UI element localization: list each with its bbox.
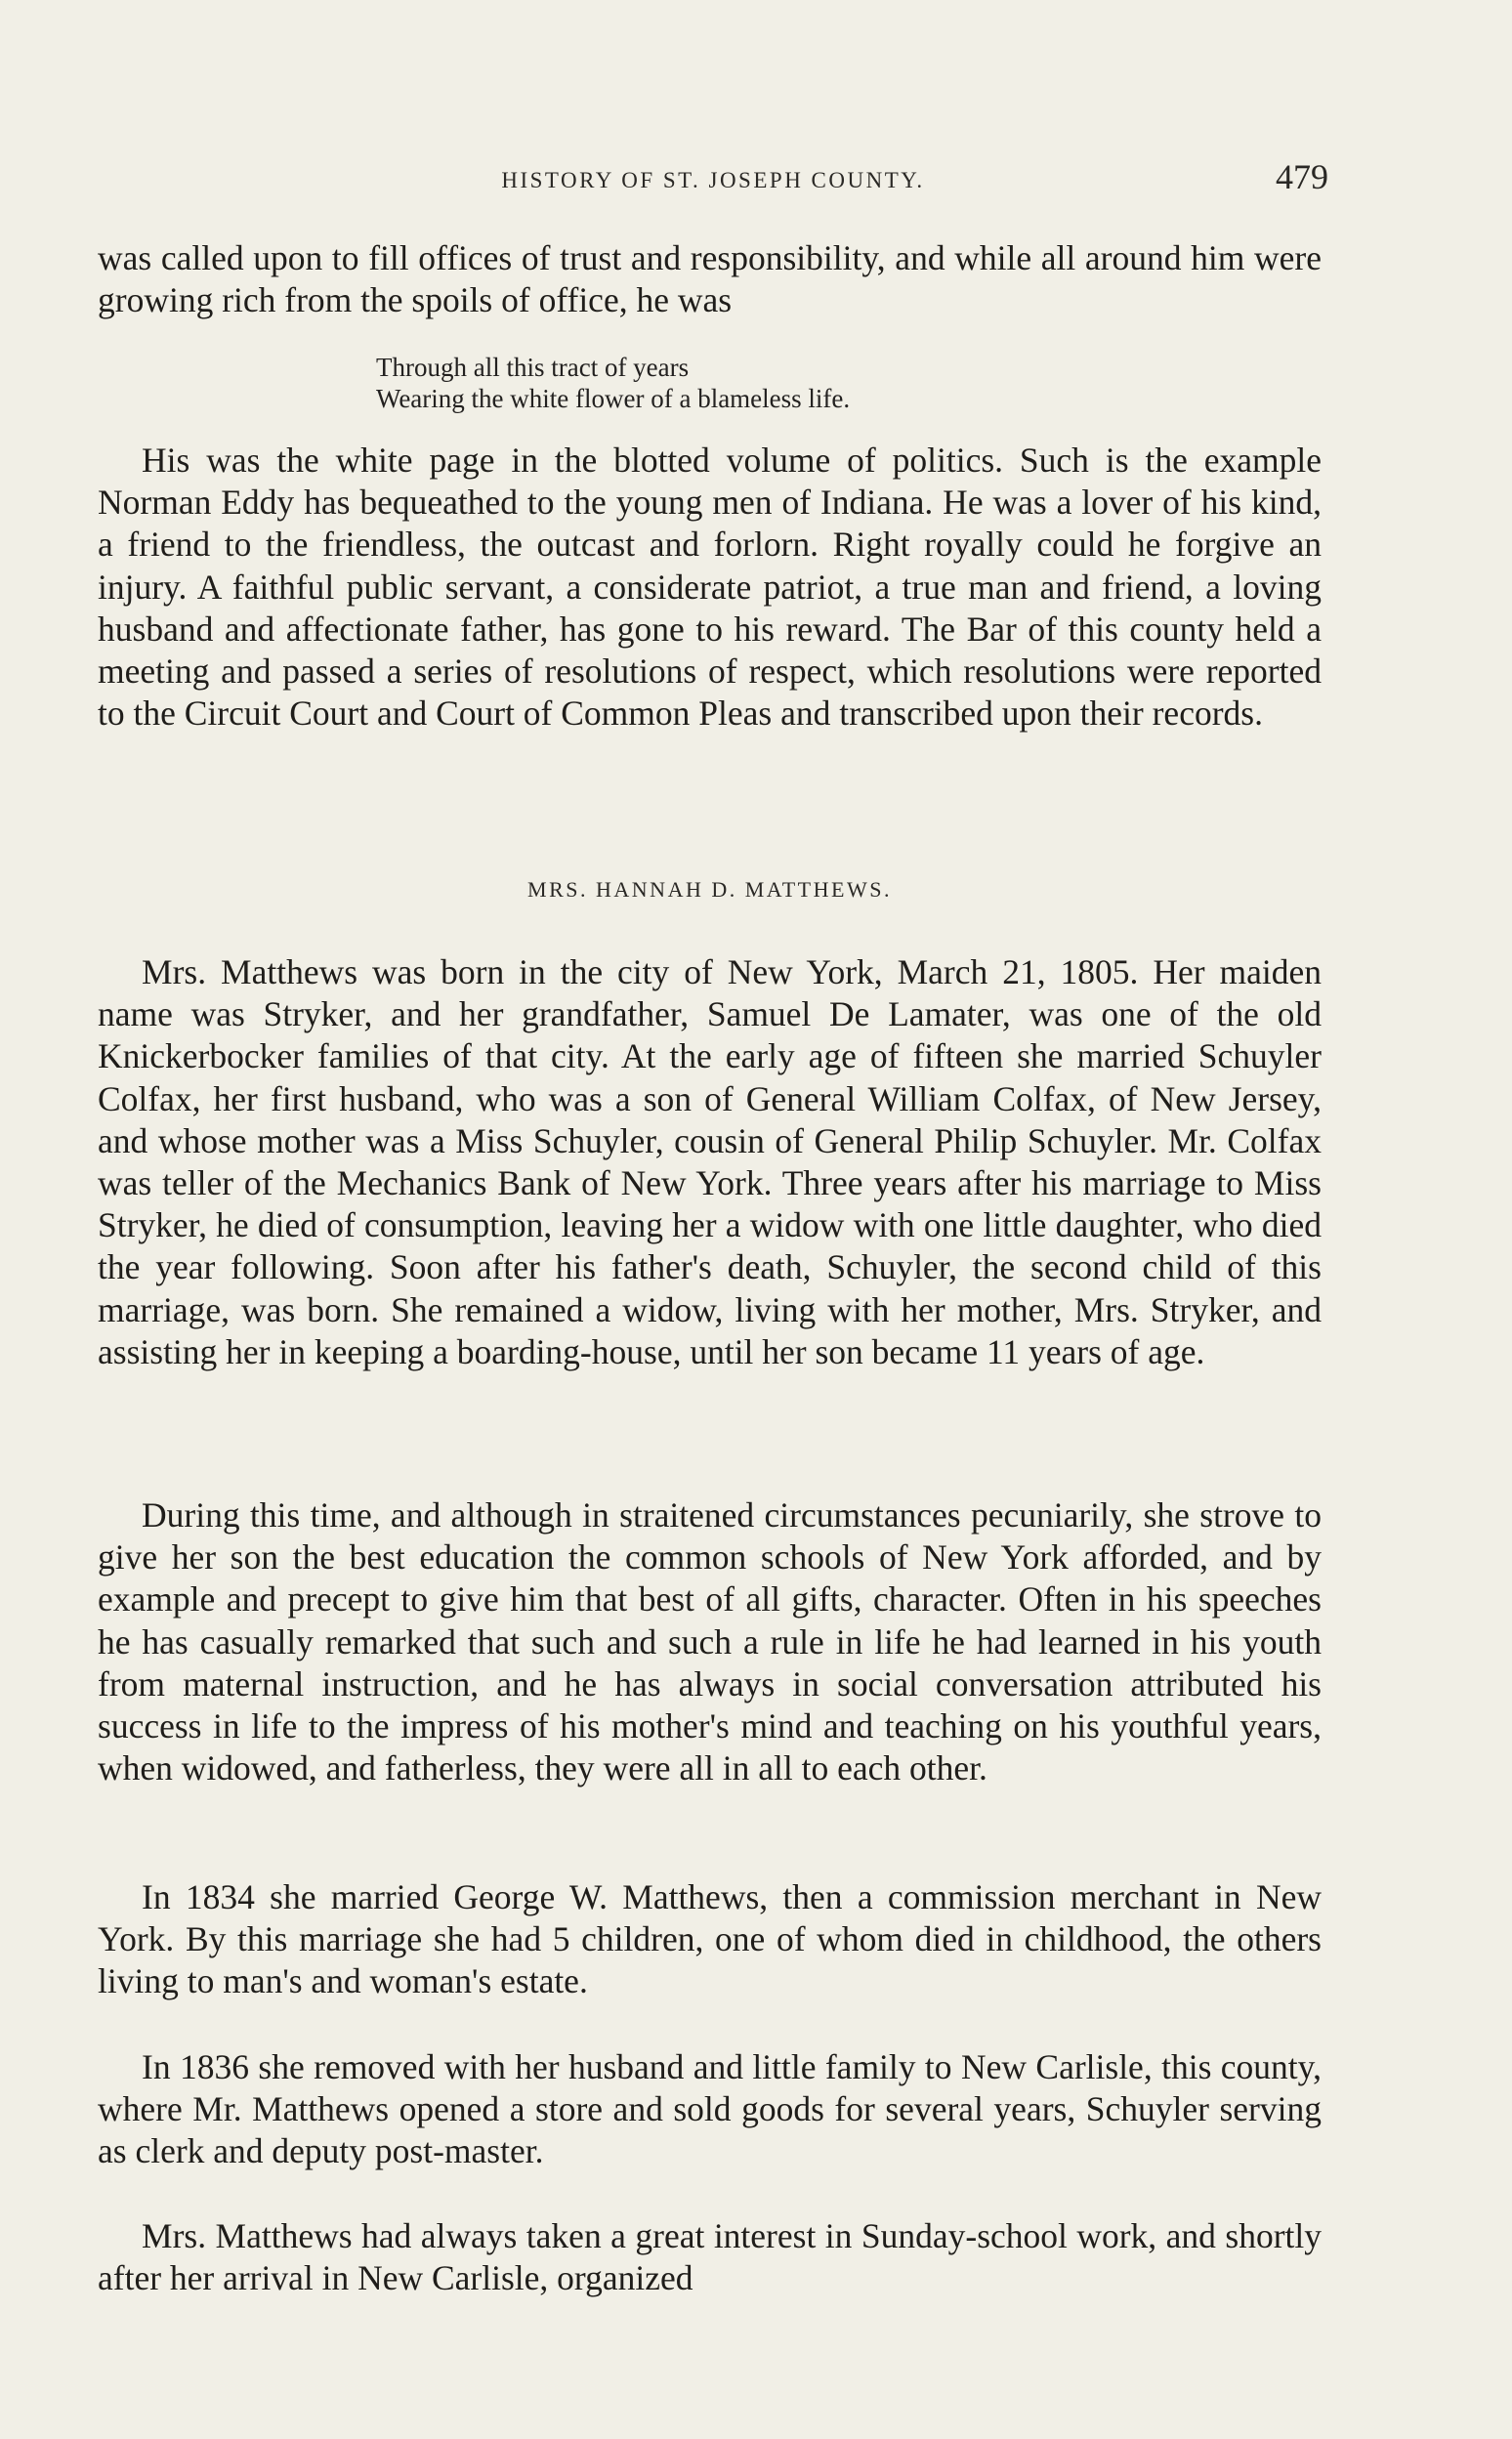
running-title: HISTORY OF ST. JOSEPH COUNTY.	[501, 168, 925, 192]
running-head	[98, 157, 1328, 203]
paragraph-sunday-school: Mrs. Matthews had always taken a great interest in Sunday-school work, and shortly after her arrival in New Carlisle, organized	[98, 2216, 1322, 2298]
paragraph-continuation: was called upon to fill offices of trust and responsibility, and while all around him were growing rich from the spoils of office, he was	[98, 238, 1322, 320]
paragraph-son-education: During this time, and although in straitened circumstances pecuniarily, she strove to give her son the best education the common schools of New York afforded, and by example and precept to give him that best of all gifts, character. Often in his speeches he has casually remarked that such and such a rule in life he had learned in his youth from maternal instruction, and he has always in social conversation attributed his success in life to the impress of his mother's mind and teaching on his youthful years, when widowed, and fatherless, they were all in all to each other.	[98, 1495, 1322, 1788]
paragraph-eddy-tribute: His was the white page in the blotted volume of politics. Such is the example Norman Eddy has bequeathed to the young men of Indiana. He was a lover of his kind, a friend to the friendless, the outcast and forlorn. Right royally could he forgive an injury. A faithful public servant, a considerate patriot, a true man and friend, a loving husband and affectionate father, has gone to his reward. The Bar of this county held a meeting and passed a series of resolutions of respect, which resolutions were reported to the Circuit Court and Court of Common Pleas and transcribed upon their records.	[98, 441, 1322, 734]
section-heading: MRS. HANNAH D. MATTHEWS.	[527, 877, 892, 902]
verse-line-2: Wearing the white flower of a blameless life.	[376, 384, 851, 413]
verse-quote	[376, 352, 850, 414]
paragraph-new-carlisle: In 1836 she removed with her husband and little family to New Carlisle, this county, where Mr. Matthews opened a store and sold goods for several years, Schuyler serving as clerk and deputy post-master.	[98, 2047, 1322, 2171]
paragraph-second-marriage: In 1834 she married George W. Matthews, then a commission merchant in New York. By this marriage she had 5 children, one of whom died in childhood, the others living to man's and woman's estate.	[98, 1877, 1322, 2001]
verse-line-1: Through all this tract of years	[376, 353, 690, 382]
page-number: 479	[1276, 157, 1328, 196]
paragraph-matthews-birth: Mrs. Matthews was born in the city of New York, March 21, 1805. Her maiden name was Stryker, and her grandfather, Samuel De Lamater, was one of the old Knickerbocker families of that city. At the early age of fifteen she married Schuyler Colfax, her first husband, who was a son of General William Colfax, of New Jersey, and whose mother was a Miss Schuyler, cousin of General Philip Schuyler. Mr. Colfax was teller of the Mechanics Bank of New York. Three years after his marriage to Miss Stryker, he died of consumption, leaving her a widow with one little daughter, who died the year following. Soon after his father's death, Schuyler, the second child of this marriage, was born. She remained a widow, living with her mother, Mrs. Stryker, and assisting her in keeping a boarding-house, until her son became 11 years of age.	[98, 952, 1322, 1371]
